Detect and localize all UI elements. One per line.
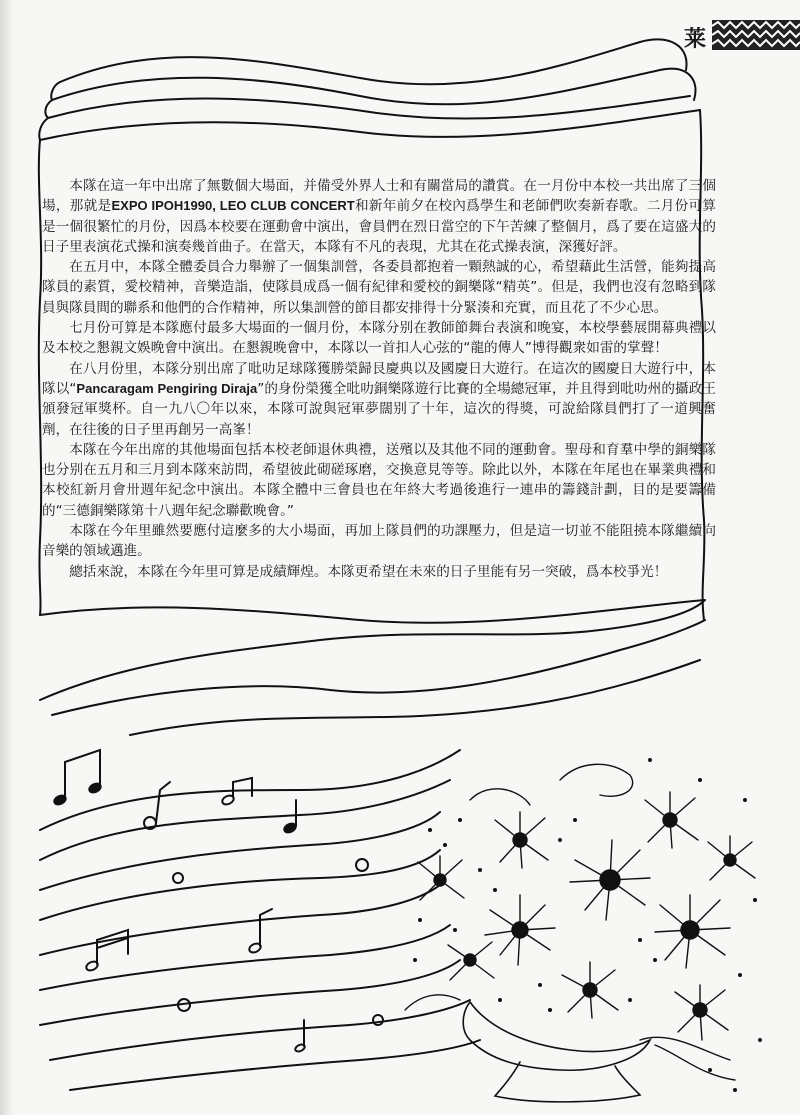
music-staff-notes-icon bbox=[40, 750, 480, 1090]
paragraph-1: 本隊在這一年中出席了無數個大場面，并備受外界人士和有關當局的讚賞。在一月份中本校一共出席了三個場，那就是EXPO IPOH1990, LEO CLUB CONCERT和新年前夕在校內爲學生和老師們吹奏新春歌。二月份可算是一個很繁忙的月份，因爲本校要在運動會中演出，會員們在烈日當空的下午苦練了整個月，爲了要在這盛大的日子里表演花式操和演奏幾首曲子。在當天，本隊有不凡的表現，尤其在花式操表演，深獲好評。 bbox=[42, 178, 716, 255]
paragraph-2: 在五月中，本隊全體委員合力舉辦了一個集訓營，各委員都抱着一顆熱誠的心，希望藉此生活營，能夠提高隊員的素質，愛校精神，音樂造詣，使隊員成爲一個有紀律和愛校的銅樂隊“精英”。但是，我們也沒有忽略到隊員與隊員間的聯系和他們的合作精神，所以集訓營的節目都安排得十分緊湊和充實，而且花了不少心思。 bbox=[42, 259, 716, 316]
event-names: EXPO IPOH1990, LEO CLUB CONCERT bbox=[111, 198, 355, 214]
paragraph-4: 在八月份里，本隊分别出席了吡叻足球隊獲勝榮歸艮慶典以及國慶日大遊行。在這次的國慶日大遊行中，本隊以“Pancaragam Pengiring Diraja”的身份榮獲全吡叻銅樂隊遊行比賽的全場總冠軍，并且得到吡叻州的攝政王頒發冠軍獎杯。自一九八〇年以來，本隊可說與冠軍夢闊别了十年，這次的得獎，可說給隊員們打了一道興奮劑，在往後的日子里再創另一高峯！ bbox=[42, 360, 716, 438]
wave-lines bbox=[40, 600, 705, 735]
article-body bbox=[42, 176, 771, 582]
header-character: 莱 bbox=[684, 26, 707, 52]
paragraph-3: 七月份可算是本隊應付最多大場面的一個月份，本隊分别在教師節舞台表演和晚宴，本校學藝展開幕典禮以及本校之懇親文娛晚會中演出。在懇親晚會中，本隊以一首扣人心弦的“龍的傳人”博得觀衆如雷的掌聲！ bbox=[42, 320, 716, 357]
flower-bouquet-vase-icon bbox=[405, 758, 762, 1102]
paragraph-6: 本隊在今年里雖然要應付這麼多的大小場面，再加上隊員們的功課壓力，但是這一切並不能阻撓本隊繼續向音樂的領域邁進。 bbox=[42, 523, 716, 560]
paragraph-5: 本隊在今年出席的其他場面包括本校老師退休典禮，送殯以及其他不同的運動會。聖母和育羣中學的銅樂隊也分别在五月和三月到本隊來訪問，希望彼此砌磋琢磨，交換意見等等。除此以外，本隊在年尾也在畢業典禮和本校紅新月會卅週年紀念中演出。本隊全體中三會員也在年終大考過後進行一連串的籌錢計劃，目的是要籌備 的“三德銅樂隊第十八週年紀念聯歡晚會。” bbox=[42, 441, 771, 519]
band-title: Pancaragam Pengiring Diraja bbox=[76, 380, 258, 396]
paragraph-7: 總括來說，本隊在今年里可算是成績輝煌。本隊更希望在未來的日子里能有另一突破，爲本校爭光！ bbox=[69, 563, 668, 580]
